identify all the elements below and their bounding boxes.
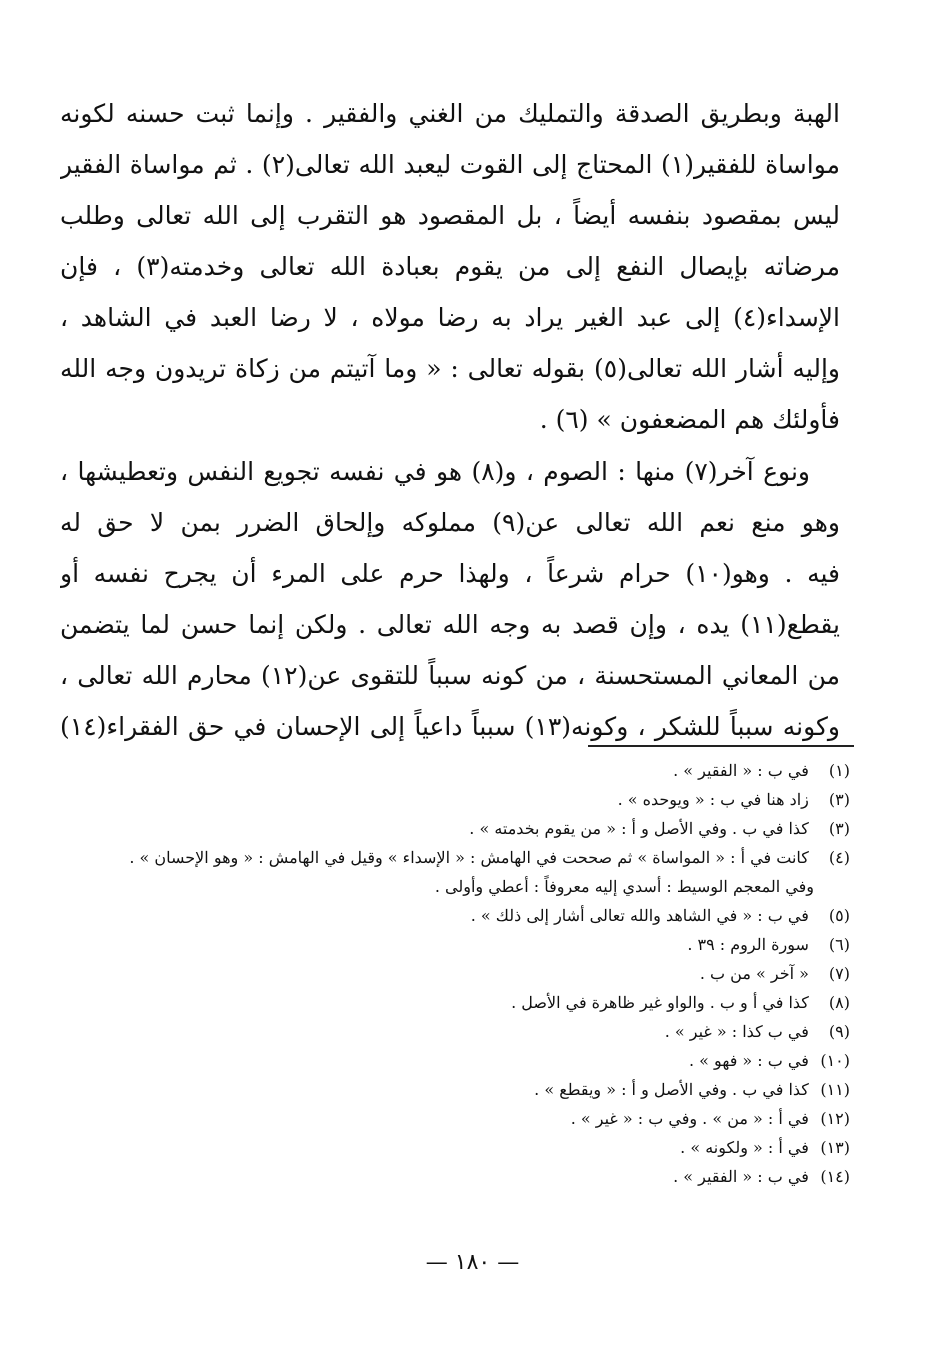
footnote-continuation (60, 872, 850, 901)
footnote (60, 988, 850, 1017)
footnote-text: في ب : « الفقير » . (673, 1167, 809, 1186)
footnote-number: (١) (828, 761, 850, 780)
footnote-text: كانت في أ : « المواساة » ثم صححت في الهامش : « الإسداء » وقيل في الهامش : « وهو الإحسان » . (129, 848, 809, 867)
footnote-number: (٥) (828, 906, 850, 925)
footnote (60, 959, 850, 988)
footnote (60, 1017, 850, 1046)
footnote-text: في أ : « ولكونه » . (680, 1138, 809, 1157)
text-line: مرضاته بإيصال النفع إلى من يقوم بعبادة الله تعالى وخدمته(٣) ، فإن (60, 252, 840, 281)
paragraph-2 (60, 446, 840, 752)
footnote (60, 1104, 850, 1133)
footnote (60, 901, 850, 930)
footnote (60, 785, 850, 814)
text-line: يقطع(١١) يده ، وإن قصد به وجه الله تعالى . ولكن إنما حسن لما يتضمن (60, 610, 840, 639)
footnote-text: في ب : « الفقير » . (673, 761, 809, 780)
footnote (60, 843, 850, 872)
footnote-number: (١٣) (820, 1138, 850, 1157)
footnote (60, 1046, 850, 1075)
footnote-number: (٩) (828, 1022, 850, 1041)
text-line: وهو منع نعم الله تعالى عن(٩) مملوكه وإلحاق الضرر بمن لا حق له (60, 508, 840, 537)
footnote-text: كذا في ب . وفي الأصل و أ : « ويقطع » . (534, 1080, 809, 1099)
footnote-text: في ب : « في الشاهد والله تعالى أشار إلى ذلك » . (470, 906, 809, 925)
footnote-number: (١٢) (820, 1109, 850, 1128)
footnote (60, 1075, 850, 1104)
paragraph-1 (60, 88, 840, 445)
text-line: وإليه أشار الله تعالى(٥) بقوله تعالى : « وما آتيتم من زكاة تريدون وجه الله (60, 354, 840, 383)
footnote-number: (٤) (828, 848, 850, 867)
text-line: فيه . وهو(١٠) حرام شرعاً ، ولهذا حرم على المرء أن يجرح نفسه أو (60, 559, 840, 588)
footnotes (60, 756, 850, 1191)
text-line: وكونه سبباً للشكر ، وكونه(١٣) سبباً داعياً إلى الإحسان في حق الفقراء(١٤) (60, 712, 840, 741)
text-line: مواساة للفقير(١) المحتاج إلى القوت ليعبد الله تعالى(٢) . ثم مواساة الفقير (60, 150, 840, 179)
footnote-number: (١١) (820, 1080, 850, 1099)
footnote-number: (١٤) (820, 1167, 850, 1186)
footnote (60, 814, 850, 843)
footnote-text: كذا في ب . وفي الأصل و أ : « من يقوم بخدمته » . (469, 819, 809, 838)
text-line: الإسداء(٤) إلى عبد الغير يراد به رضا مولاه ، لا رضا العبد في الشاهد ، (60, 303, 840, 332)
footnote-text: وفي المعجم الوسيط : أسدي إليه معروفاً : أعطي وأولى . (434, 877, 814, 896)
footnote-number: (٨) (828, 993, 850, 1012)
page-number: — ١٨٠ — (425, 1250, 520, 1275)
text-line: فأولئك هم المضعفون » (٦) . (539, 405, 840, 434)
footnote-text: في أ : « من » . وفي ب : « غير » . (570, 1109, 809, 1128)
footnote-text: زاد هنا في ب : « ويوحده » . (617, 790, 809, 809)
footnote-text: سورة الروم : ٣٩ . (687, 935, 809, 954)
footnote-text: في ب : « فهو » . (689, 1051, 809, 1070)
footnote-number: (٧) (828, 964, 850, 983)
footnote (60, 1162, 850, 1191)
text-line: ونوع آخر(٧) منها : الصوم ، و(٨) هو في نفسه تجويع النفس وتعطيشها ، (60, 457, 810, 486)
footnote (60, 930, 850, 959)
footnote-divider (588, 745, 854, 747)
footnote-text: « آخر » من ب . (699, 964, 809, 983)
footnote-text: في ب كذا : « غير » . (664, 1022, 809, 1041)
text-line: ليس بمقصود بنفسه أيضاً ، بل المقصود هو التقرب إلى الله تعالى وطلب (60, 201, 840, 230)
text-line: الهبة وبطريق الصدقة والتمليك من الغني والفقير . وإنما ثبت حسنه لكونه (60, 99, 840, 128)
footnote (60, 1133, 850, 1162)
footnote-number: (٣) (828, 819, 850, 838)
footnote (60, 756, 850, 785)
footnote-number: (٦) (828, 935, 850, 954)
footnote-number: (١٠) (820, 1051, 850, 1070)
footnote-number: (٣) (828, 790, 850, 809)
text-line: من المعاني المستحسنة ، من كونه سبباً للتقوى عن(١٢) محارم الله تعالى ، (60, 661, 840, 690)
footnote-text: كذا في أ و ب . والواو غير ظاهرة في الأصل . (511, 993, 809, 1012)
